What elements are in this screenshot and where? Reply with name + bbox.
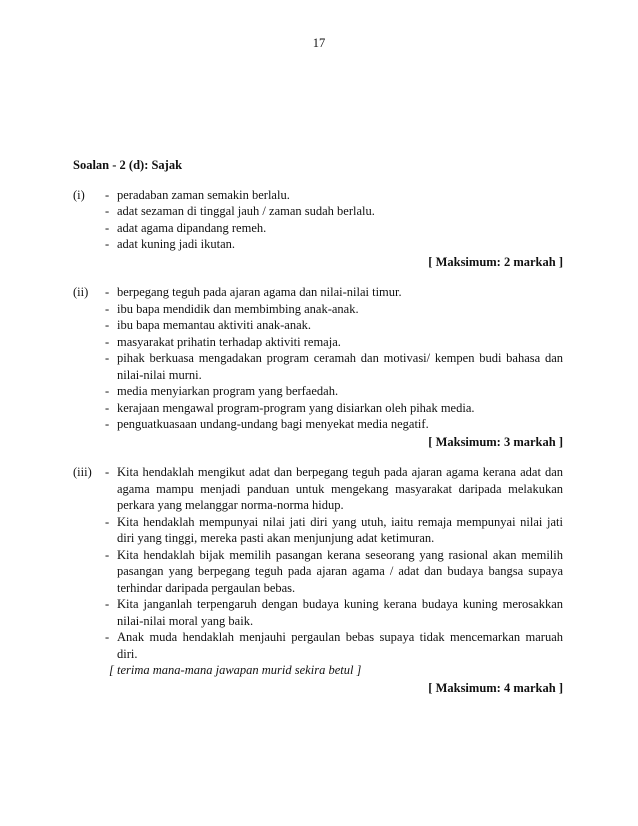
list-item: - media menyiarkan program yang berfaedah. bbox=[105, 383, 563, 400]
list-item: - ibu bapa mendidik dan membimbing anak-anak. bbox=[105, 301, 563, 318]
item-text: Kita janganlah terpengaruh dengan budaya kuning kerana budaya kuning merosakkan nilai-nilai moral yang baik. bbox=[117, 597, 563, 628]
item-text: Kita hendaklah bijak memilih pasangan kerana seseorang yang rasional akan memilih pasangan yang berpegang teguh pada ajaran agama / adat dan budaya bangsa supaya terhindar daripada pergaulan bebas. bbox=[117, 547, 563, 595]
item-text: penguatkuasaan undang-undang bagi menyekat media negatif. bbox=[117, 417, 429, 431]
item-text: peradaban zaman semakin berlalu. bbox=[117, 187, 290, 202]
list-item: - adat kuning jadi ikutan. bbox=[105, 236, 563, 253]
list-item: - ibu bapa memantau aktiviti anak-anak. bbox=[105, 317, 563, 334]
max-marks: [ Maksimum: 4 markah ] bbox=[428, 680, 563, 695]
section-body bbox=[105, 284, 563, 450]
list-item: - peradaban zaman semakin berlalu. bbox=[105, 187, 563, 204]
item-text: Kita hendaklah mengikut adat dan berpegang teguh pada ajaran agama kerana adat dan agama mampu menjadi panduan untuk mengekang masyarakat daripada melakukan perkara yang melanggar norma-norma hidup. bbox=[117, 465, 563, 512]
list-item: - pihak berkuasa mengadakan program ceramah dan motivasi/ kempen budi bahasa dan nilai-nilai murni. bbox=[105, 351, 563, 382]
list-item: - Anak muda hendaklah menjauhi pergaulan bebas supaya tidak mencemarkan maruah diri. bbox=[105, 630, 563, 661]
question-heading: Soalan - 2 (d): Sajak bbox=[73, 158, 183, 172]
section-label: (i) bbox=[73, 187, 85, 202]
item-text: pihak berkuasa mengadakan program ceramah dan motivasi/ kempen budi bahasa dan nilai-nilai murni. bbox=[117, 351, 563, 382]
answer-scheme bbox=[73, 157, 563, 696]
item-text: ibu bapa memantau aktiviti anak-anak. bbox=[117, 318, 312, 332]
item-text: adat sezaman di tinggal jauh / zaman sudah berlalu. bbox=[117, 204, 375, 218]
section-ii bbox=[73, 284, 563, 450]
list-item: - kerajaan mengawal program-program yang disiarkan oleh pihak media. bbox=[105, 400, 563, 417]
section-body bbox=[105, 187, 563, 271]
item-text: adat kuning jadi ikutan. bbox=[117, 237, 236, 251]
list-item: - Kita hendaklah bijak memilih pasangan kerana seseorang yang rasional akan memilih pasangan yang berpegang teguh pada ajaran agama / adat dan budaya bangsa supaya terhindar daripada pergaulan bebas. bbox=[105, 547, 563, 595]
list-item: - penguatkuasaan undang-undang bagi menyekat media negatif. bbox=[105, 416, 563, 433]
item-text: Anak muda hendaklah menjauhi pergaulan bebas supaya tidak mencemarkan maruah diri. bbox=[117, 630, 563, 661]
list-item: - masyarakat prihatin terhadap aktiviti remaja. bbox=[105, 334, 563, 351]
section-body bbox=[105, 464, 563, 662]
section-label: (iii) bbox=[73, 465, 92, 479]
section-label: (ii) bbox=[73, 285, 89, 299]
item-text: media menyiarkan program yang berfaedah. bbox=[117, 384, 339, 398]
list-item: - Kita janganlah terpengaruh dengan budaya kuning kerana budaya kuning merosakkan nilai-nilai moral yang baik. bbox=[105, 597, 563, 628]
page-number: 17 bbox=[312, 36, 326, 50]
item-text: kerajaan mengawal program-program yang disiarkan oleh pihak media. bbox=[117, 400, 475, 415]
item-text: adat agama dipandang remeh. bbox=[117, 220, 267, 235]
list-item: - Kita hendaklah mengikut adat dan berpegang teguh pada ajaran agama kerana adat dan agama mampu menjadi panduan untuk mengekang masyarakat daripada melakukan perkara yang melanggar norma-norma hidup. bbox=[105, 465, 563, 512]
item-text: masyarakat prihatin terhadap aktiviti remaja. bbox=[117, 334, 341, 349]
item-text: berpegang teguh pada ajaran agama dan nilai-nilai timur. bbox=[117, 285, 402, 299]
max-marks: [ Maksimum: 2 markah ] bbox=[428, 254, 563, 269]
item-text: ibu bapa mendidik dan membimbing anak-anak. bbox=[117, 301, 359, 316]
list-item: - Kita hendaklah mempunyai nilai jati diri yang utuh, iaitu remaja mempunyai nilai jati diri yang tinggi, mereka pasti akan menjunjung adat ketimuran. bbox=[105, 514, 563, 545]
section-iii bbox=[73, 464, 563, 662]
list-item: - adat agama dipandang remeh. bbox=[105, 220, 563, 237]
list-item: - berpegang teguh pada ajaran agama dan nilai-nilai timur. bbox=[105, 284, 563, 301]
item-text: Kita hendaklah mempunyai nilai jati diri yang utuh, iaitu remaja mempunyai nilai jati diri yang tinggi, mereka pasti akan menjunjung adat ketimuran. bbox=[117, 514, 563, 545]
list-item: - adat sezaman di tinggal jauh / zaman sudah berlalu. bbox=[105, 203, 563, 220]
examiner-note: [ terima mana-mana jawapan murid sekira betul ] bbox=[109, 663, 362, 677]
section-i bbox=[73, 187, 563, 271]
max-marks: [ Maksimum: 3 markah ] bbox=[428, 434, 563, 449]
